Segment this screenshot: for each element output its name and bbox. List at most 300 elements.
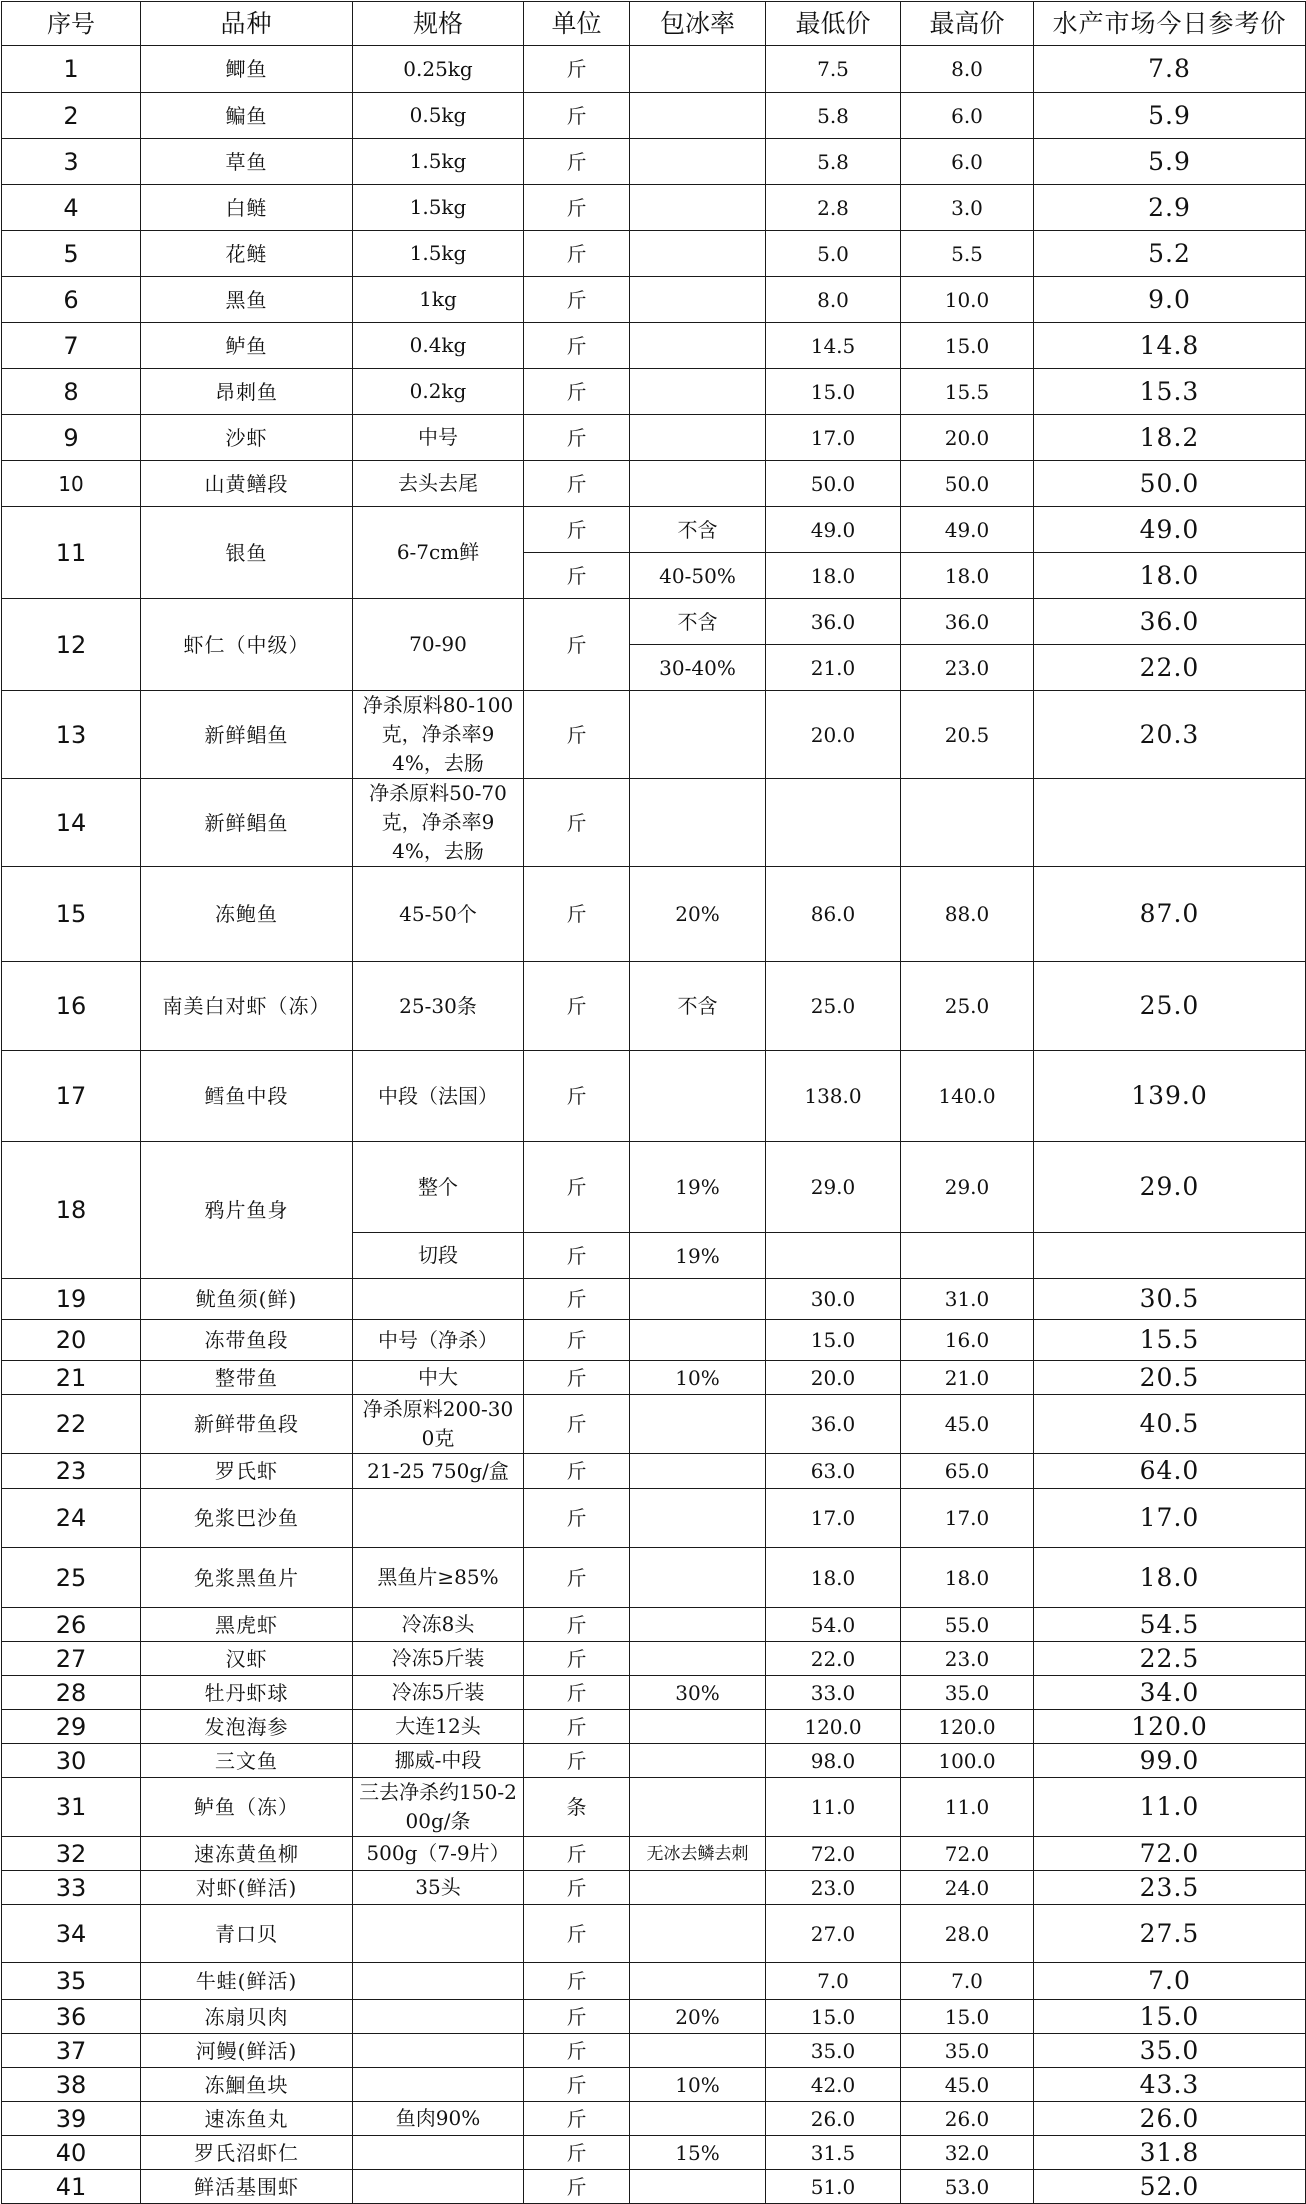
spec-cell: 去头去尾 bbox=[353, 461, 524, 507]
name-cell: 沙虾 bbox=[141, 415, 353, 461]
ref-price-cell: 14.8 bbox=[1034, 323, 1306, 369]
table-row bbox=[2, 1744, 1306, 1778]
ice-rate-cell: 10% bbox=[630, 1361, 766, 1395]
spec-cell: 净杀原料80-100克，净杀率94%，去肠 bbox=[353, 691, 524, 779]
unit-cell: 斤 bbox=[524, 1454, 630, 1489]
unit-cell: 斤 bbox=[524, 369, 630, 415]
ice-rate-cell bbox=[630, 1395, 766, 1454]
index-cell: 28 bbox=[2, 1676, 141, 1710]
ref-price-cell bbox=[1034, 1233, 1306, 1279]
ref-price-cell: 18.0 bbox=[1034, 1548, 1306, 1608]
unit-cell: 斤 bbox=[524, 1320, 630, 1361]
ref-price-cell: 43.3 bbox=[1034, 2068, 1306, 2102]
unit-cell: 斤 bbox=[524, 185, 630, 231]
ref-price-cell: 87.0 bbox=[1034, 867, 1306, 962]
index-cell: 31 bbox=[2, 1778, 141, 1837]
spec-cell bbox=[353, 1489, 524, 1548]
max-price-cell: 55.0 bbox=[901, 1608, 1034, 1642]
index-cell: 20 bbox=[2, 1320, 141, 1361]
spec-cell: 25-30条 bbox=[353, 962, 524, 1051]
table-row bbox=[2, 1778, 1306, 1837]
index-cell: 9 bbox=[2, 415, 141, 461]
table-row bbox=[2, 46, 1306, 93]
ref-price-cell: 26.0 bbox=[1034, 2102, 1306, 2136]
ice-rate-cell bbox=[630, 779, 766, 867]
table-row bbox=[2, 185, 1306, 231]
table-row bbox=[2, 1142, 1306, 1233]
name-cell: 牡丹虾球 bbox=[141, 1676, 353, 1710]
table-row bbox=[2, 461, 1306, 507]
table-row bbox=[2, 1642, 1306, 1676]
name-cell: 草鱼 bbox=[141, 139, 353, 185]
spec-cell: 净杀原料200-300克 bbox=[353, 1395, 524, 1454]
unit-cell: 斤 bbox=[524, 1051, 630, 1142]
max-price-cell: 16.0 bbox=[901, 1320, 1034, 1361]
min-price-cell: 2.8 bbox=[766, 185, 901, 231]
min-price-cell: 17.0 bbox=[766, 415, 901, 461]
table-row bbox=[2, 1676, 1306, 1710]
min-price-cell: 22.0 bbox=[766, 1642, 901, 1676]
min-price-cell: 25.0 bbox=[766, 962, 901, 1051]
spec-cell: 鱼肉90% bbox=[353, 2102, 524, 2136]
ice-rate-cell bbox=[630, 369, 766, 415]
spec-cell bbox=[353, 2170, 524, 2204]
table-row bbox=[2, 2170, 1306, 2204]
spec-cell: 中段（法国） bbox=[353, 1051, 524, 1142]
table-row bbox=[2, 1871, 1306, 1905]
seafood-price-table bbox=[1, 1, 1306, 2204]
min-price-cell bbox=[766, 1233, 901, 1279]
ice-rate-cell bbox=[630, 2102, 766, 2136]
min-price-cell: 8.0 bbox=[766, 277, 901, 323]
table-row bbox=[2, 2102, 1306, 2136]
index-cell: 33 bbox=[2, 1871, 141, 1905]
ice-rate-cell bbox=[630, 2034, 766, 2068]
spec-cell bbox=[353, 1905, 524, 1963]
name-cell: 昂刺鱼 bbox=[141, 369, 353, 415]
name-cell: 黑鱼 bbox=[141, 277, 353, 323]
max-price-cell: 36.0 bbox=[901, 599, 1034, 645]
name-cell: 汉虾 bbox=[141, 1642, 353, 1676]
ice-rate-cell bbox=[630, 139, 766, 185]
index-cell: 13 bbox=[2, 691, 141, 779]
ice-rate-cell bbox=[630, 277, 766, 323]
unit-cell: 条 bbox=[524, 1778, 630, 1837]
table-row bbox=[2, 1608, 1306, 1642]
index-cell: 8 bbox=[2, 369, 141, 415]
max-price-cell: 49.0 bbox=[901, 507, 1034, 553]
table-row bbox=[2, 2136, 1306, 2170]
max-price-cell bbox=[901, 1233, 1034, 1279]
ref-price-cell: 5.9 bbox=[1034, 93, 1306, 139]
name-cell: 罗氏沼虾仁 bbox=[141, 2136, 353, 2170]
table-row bbox=[2, 1489, 1306, 1548]
ref-price-cell: 5.2 bbox=[1034, 231, 1306, 277]
ref-price-cell: 23.5 bbox=[1034, 1871, 1306, 1905]
unit-cell: 斤 bbox=[524, 779, 630, 867]
spec-cell: 35头 bbox=[353, 1871, 524, 1905]
max-price-cell: 35.0 bbox=[901, 1676, 1034, 1710]
min-price-cell: 36.0 bbox=[766, 1395, 901, 1454]
header-ice-rate: 包冰率 bbox=[630, 2, 766, 46]
spec-cell: 冷冻5斤装 bbox=[353, 1676, 524, 1710]
ice-rate-cell bbox=[630, 1710, 766, 1744]
name-cell: 花鲢 bbox=[141, 231, 353, 277]
max-price-cell: 53.0 bbox=[901, 2170, 1034, 2204]
min-price-cell: 30.0 bbox=[766, 1279, 901, 1320]
min-price-cell: 86.0 bbox=[766, 867, 901, 962]
max-price-cell: 120.0 bbox=[901, 1710, 1034, 1744]
spec-cell: 0.2kg bbox=[353, 369, 524, 415]
unit-cell: 斤 bbox=[524, 461, 630, 507]
unit-cell: 斤 bbox=[524, 599, 630, 691]
ref-price-cell: 18.0 bbox=[1034, 553, 1306, 599]
max-price-cell: 24.0 bbox=[901, 1871, 1034, 1905]
table-row bbox=[2, 691, 1306, 779]
table-row bbox=[2, 1837, 1306, 1871]
ice-rate-cell bbox=[630, 1744, 766, 1778]
name-cell: 发泡海参 bbox=[141, 1710, 353, 1744]
spec-cell: 冷冻8头 bbox=[353, 1608, 524, 1642]
max-price-cell: 15.0 bbox=[901, 2000, 1034, 2034]
spec-cell bbox=[353, 2136, 524, 2170]
unit-cell: 斤 bbox=[524, 2170, 630, 2204]
index-cell: 10 bbox=[2, 461, 141, 507]
ref-price-cell: 64.0 bbox=[1034, 1454, 1306, 1489]
index-cell: 24 bbox=[2, 1489, 141, 1548]
index-cell: 29 bbox=[2, 1710, 141, 1744]
table-row bbox=[2, 1548, 1306, 1608]
name-cell: 罗氏虾 bbox=[141, 1454, 353, 1489]
min-price-cell: 23.0 bbox=[766, 1871, 901, 1905]
name-cell: 河鳗(鲜活) bbox=[141, 2034, 353, 2068]
unit-cell: 斤 bbox=[524, 867, 630, 962]
table-row bbox=[2, 323, 1306, 369]
index-cell: 5 bbox=[2, 231, 141, 277]
ice-rate-cell bbox=[630, 1642, 766, 1676]
max-price-cell: 26.0 bbox=[901, 2102, 1034, 2136]
ice-rate-cell bbox=[630, 1905, 766, 1963]
ice-rate-cell bbox=[630, 415, 766, 461]
spec-cell: 1.5kg bbox=[353, 185, 524, 231]
unit-cell: 斤 bbox=[524, 323, 630, 369]
index-cell: 32 bbox=[2, 1837, 141, 1871]
ref-price-cell: 34.0 bbox=[1034, 1676, 1306, 1710]
ref-price-cell: 29.0 bbox=[1034, 1142, 1306, 1233]
index-cell: 3 bbox=[2, 139, 141, 185]
unit-cell: 斤 bbox=[524, 415, 630, 461]
ice-rate-cell bbox=[630, 691, 766, 779]
spec-cell: 整个 bbox=[353, 1142, 524, 1233]
table-row bbox=[2, 1905, 1306, 1963]
max-price-cell: 72.0 bbox=[901, 1837, 1034, 1871]
ref-price-cell bbox=[1034, 779, 1306, 867]
name-cell: 整带鱼 bbox=[141, 1361, 353, 1395]
unit-cell: 斤 bbox=[524, 277, 630, 323]
table-row bbox=[2, 93, 1306, 139]
unit-cell: 斤 bbox=[524, 1871, 630, 1905]
max-price-cell: 20.5 bbox=[901, 691, 1034, 779]
index-cell: 17 bbox=[2, 1051, 141, 1142]
header-unit: 单位 bbox=[524, 2, 630, 46]
ice-rate-cell bbox=[630, 323, 766, 369]
max-price-cell: 21.0 bbox=[901, 1361, 1034, 1395]
unit-cell: 斤 bbox=[524, 2034, 630, 2068]
unit-cell: 斤 bbox=[524, 1963, 630, 2000]
table-row bbox=[2, 867, 1306, 962]
unit-cell: 斤 bbox=[524, 1710, 630, 1744]
unit-cell: 斤 bbox=[524, 962, 630, 1051]
max-price-cell: 11.0 bbox=[901, 1778, 1034, 1837]
ref-price-cell: 35.0 bbox=[1034, 2034, 1306, 2068]
min-price-cell: 42.0 bbox=[766, 2068, 901, 2102]
ice-rate-cell bbox=[630, 1963, 766, 2000]
spec-cell: 切段 bbox=[353, 1233, 524, 1279]
min-price-cell: 26.0 bbox=[766, 2102, 901, 2136]
min-price-cell: 33.0 bbox=[766, 1676, 901, 1710]
unit-cell: 斤 bbox=[524, 2136, 630, 2170]
index-cell: 34 bbox=[2, 1905, 141, 1963]
name-cell: 速冻黄鱼柳 bbox=[141, 1837, 353, 1871]
name-cell: 免浆巴沙鱼 bbox=[141, 1489, 353, 1548]
ref-price-cell: 7.8 bbox=[1034, 46, 1306, 93]
ice-rate-cell bbox=[630, 93, 766, 139]
min-price-cell: 17.0 bbox=[766, 1489, 901, 1548]
ice-rate-cell: 19% bbox=[630, 1233, 766, 1279]
max-price-cell: 5.5 bbox=[901, 231, 1034, 277]
table-row bbox=[2, 1454, 1306, 1489]
ref-price-cell: 15.0 bbox=[1034, 2000, 1306, 2034]
min-price-cell: 27.0 bbox=[766, 1905, 901, 1963]
ice-rate-cell: 30-40% bbox=[630, 645, 766, 691]
index-cell: 38 bbox=[2, 2068, 141, 2102]
table-row bbox=[2, 415, 1306, 461]
name-cell: 白鲢 bbox=[141, 185, 353, 231]
ice-rate-cell bbox=[630, 2170, 766, 2204]
index-cell: 23 bbox=[2, 1454, 141, 1489]
index-cell: 12 bbox=[2, 599, 141, 691]
min-price-cell: 98.0 bbox=[766, 1744, 901, 1778]
ref-price-cell: 17.0 bbox=[1034, 1489, 1306, 1548]
name-cell: 鲈鱼 bbox=[141, 323, 353, 369]
name-cell: 鸦片鱼身 bbox=[141, 1142, 353, 1279]
unit-cell: 斤 bbox=[524, 1361, 630, 1395]
min-price-cell: 20.0 bbox=[766, 691, 901, 779]
unit-cell: 斤 bbox=[524, 1642, 630, 1676]
ref-price-cell: 120.0 bbox=[1034, 1710, 1306, 1744]
name-cell: 虾仁（中级） bbox=[141, 599, 353, 691]
index-cell: 37 bbox=[2, 2034, 141, 2068]
index-cell: 30 bbox=[2, 1744, 141, 1778]
max-price-cell: 31.0 bbox=[901, 1279, 1034, 1320]
index-cell: 27 bbox=[2, 1642, 141, 1676]
name-cell: 山黄鳝段 bbox=[141, 461, 353, 507]
name-cell: 牛蛙(鲜活) bbox=[141, 1963, 353, 2000]
table-row bbox=[2, 1279, 1306, 1320]
spec-cell: 1.5kg bbox=[353, 231, 524, 277]
ref-price-cell: 20.5 bbox=[1034, 1361, 1306, 1395]
unit-cell: 斤 bbox=[524, 93, 630, 139]
ice-rate-cell bbox=[630, 461, 766, 507]
min-price-cell bbox=[766, 779, 901, 867]
ice-rate-cell bbox=[630, 46, 766, 93]
min-price-cell: 50.0 bbox=[766, 461, 901, 507]
ref-price-cell: 7.0 bbox=[1034, 1963, 1306, 2000]
unit-cell: 斤 bbox=[524, 1548, 630, 1608]
index-cell: 19 bbox=[2, 1279, 141, 1320]
spec-cell: 中号（净杀） bbox=[353, 1320, 524, 1361]
ice-rate-cell bbox=[630, 1489, 766, 1548]
max-price-cell: 18.0 bbox=[901, 1548, 1034, 1608]
index-cell: 11 bbox=[2, 507, 141, 599]
table-row bbox=[2, 2000, 1306, 2034]
ref-price-cell: 99.0 bbox=[1034, 1744, 1306, 1778]
ice-rate-cell bbox=[630, 1320, 766, 1361]
table-row bbox=[2, 2034, 1306, 2068]
name-cell: 鲈鱼（冻） bbox=[141, 1778, 353, 1837]
max-price-cell: 140.0 bbox=[901, 1051, 1034, 1142]
max-price-cell bbox=[901, 779, 1034, 867]
name-cell: 新鲜带鱼段 bbox=[141, 1395, 353, 1454]
index-cell: 16 bbox=[2, 962, 141, 1051]
index-cell: 22 bbox=[2, 1395, 141, 1454]
max-price-cell: 32.0 bbox=[901, 2136, 1034, 2170]
ref-price-cell: 27.5 bbox=[1034, 1905, 1306, 1963]
name-cell: 南美白对虾（冻） bbox=[141, 962, 353, 1051]
ref-price-cell: 5.9 bbox=[1034, 139, 1306, 185]
max-price-cell: 20.0 bbox=[901, 415, 1034, 461]
spec-cell: 黑鱼片≥85% bbox=[353, 1548, 524, 1608]
index-cell: 7 bbox=[2, 323, 141, 369]
header-min-price: 最低价 bbox=[766, 2, 901, 46]
min-price-cell: 63.0 bbox=[766, 1454, 901, 1489]
index-cell: 4 bbox=[2, 185, 141, 231]
spec-cell: 6-7cm鲜 bbox=[353, 507, 524, 599]
ice-rate-cell: 19% bbox=[630, 1142, 766, 1233]
table-row bbox=[2, 779, 1306, 867]
ice-rate-cell bbox=[630, 1778, 766, 1837]
table-row bbox=[2, 1320, 1306, 1361]
max-price-cell: 6.0 bbox=[901, 93, 1034, 139]
name-cell: 冻带鱼段 bbox=[141, 1320, 353, 1361]
ref-price-cell: 40.5 bbox=[1034, 1395, 1306, 1454]
unit-cell: 斤 bbox=[524, 1676, 630, 1710]
unit-cell: 斤 bbox=[524, 1233, 630, 1279]
spec-cell: 0.5kg bbox=[353, 93, 524, 139]
max-price-cell: 50.0 bbox=[901, 461, 1034, 507]
max-price-cell: 29.0 bbox=[901, 1142, 1034, 1233]
spec-cell: 70-90 bbox=[353, 599, 524, 691]
unit-cell: 斤 bbox=[524, 553, 630, 599]
min-price-cell: 72.0 bbox=[766, 1837, 901, 1871]
spec-cell bbox=[353, 2068, 524, 2102]
index-cell: 6 bbox=[2, 277, 141, 323]
spec-cell: 冷冻5斤装 bbox=[353, 1642, 524, 1676]
spec-cell: 1.5kg bbox=[353, 139, 524, 185]
name-cell: 鱿鱼须(鲜) bbox=[141, 1279, 353, 1320]
ice-rate-cell bbox=[630, 231, 766, 277]
max-price-cell: 28.0 bbox=[901, 1905, 1034, 1963]
index-cell: 14 bbox=[2, 779, 141, 867]
spec-cell: 大连12头 bbox=[353, 1710, 524, 1744]
header-row bbox=[2, 2, 1306, 46]
unit-cell: 斤 bbox=[524, 2102, 630, 2136]
index-cell: 25 bbox=[2, 1548, 141, 1608]
ice-rate-cell: 20% bbox=[630, 867, 766, 962]
header-index: 序号 bbox=[2, 2, 141, 46]
name-cell: 青口贝 bbox=[141, 1905, 353, 1963]
min-price-cell: 5.0 bbox=[766, 231, 901, 277]
table-row bbox=[2, 139, 1306, 185]
table-row bbox=[2, 507, 1306, 553]
spec-cell: 45-50个 bbox=[353, 867, 524, 962]
min-price-cell: 11.0 bbox=[766, 1778, 901, 1837]
min-price-cell: 21.0 bbox=[766, 645, 901, 691]
spec-cell: 挪威-中段 bbox=[353, 1744, 524, 1778]
min-price-cell: 20.0 bbox=[766, 1361, 901, 1395]
max-price-cell: 17.0 bbox=[901, 1489, 1034, 1548]
unit-cell: 斤 bbox=[524, 2068, 630, 2102]
min-price-cell: 15.0 bbox=[766, 1320, 901, 1361]
index-cell: 2 bbox=[2, 93, 141, 139]
max-price-cell: 88.0 bbox=[901, 867, 1034, 962]
spec-cell: 中大 bbox=[353, 1361, 524, 1395]
spec-cell: 中号 bbox=[353, 415, 524, 461]
ref-price-cell: 72.0 bbox=[1034, 1837, 1306, 1871]
name-cell: 鲜活基围虾 bbox=[141, 2170, 353, 2204]
table-row bbox=[2, 369, 1306, 415]
name-cell: 鳊鱼 bbox=[141, 93, 353, 139]
index-cell: 40 bbox=[2, 2136, 141, 2170]
ice-rate-cell: 无冰去鳞去刺 bbox=[630, 1837, 766, 1871]
min-price-cell: 18.0 bbox=[766, 1548, 901, 1608]
name-cell: 速冻鱼丸 bbox=[141, 2102, 353, 2136]
max-price-cell: 25.0 bbox=[901, 962, 1034, 1051]
min-price-cell: 35.0 bbox=[766, 2034, 901, 2068]
unit-cell: 斤 bbox=[524, 1837, 630, 1871]
max-price-cell: 7.0 bbox=[901, 1963, 1034, 2000]
ice-rate-cell bbox=[630, 1279, 766, 1320]
index-cell: 21 bbox=[2, 1361, 141, 1395]
unit-cell: 斤 bbox=[524, 1905, 630, 1963]
ref-price-cell: 31.8 bbox=[1034, 2136, 1306, 2170]
table-row bbox=[2, 962, 1306, 1051]
max-price-cell: 23.0 bbox=[901, 1642, 1034, 1676]
ref-price-cell: 2.9 bbox=[1034, 185, 1306, 231]
spec-cell bbox=[353, 1279, 524, 1320]
ref-price-cell: 49.0 bbox=[1034, 507, 1306, 553]
max-price-cell: 3.0 bbox=[901, 185, 1034, 231]
spec-cell: 21-25 750g/盒 bbox=[353, 1454, 524, 1489]
ice-rate-cell: 20% bbox=[630, 2000, 766, 2034]
index-cell: 41 bbox=[2, 2170, 141, 2204]
index-cell: 35 bbox=[2, 1963, 141, 2000]
name-cell: 鳕鱼中段 bbox=[141, 1051, 353, 1142]
table-row bbox=[2, 599, 1306, 645]
table-row bbox=[2, 1361, 1306, 1395]
name-cell: 冻扇贝肉 bbox=[141, 2000, 353, 2034]
table-row bbox=[2, 1710, 1306, 1744]
index-cell: 26 bbox=[2, 1608, 141, 1642]
unit-cell: 斤 bbox=[524, 1395, 630, 1454]
ref-price-cell: 36.0 bbox=[1034, 599, 1306, 645]
min-price-cell: 31.5 bbox=[766, 2136, 901, 2170]
name-cell: 鲫鱼 bbox=[141, 46, 353, 93]
ref-price-cell: 25.0 bbox=[1034, 962, 1306, 1051]
table-row bbox=[2, 231, 1306, 277]
ref-price-cell: 9.0 bbox=[1034, 277, 1306, 323]
name-cell: 冻鮰鱼块 bbox=[141, 2068, 353, 2102]
